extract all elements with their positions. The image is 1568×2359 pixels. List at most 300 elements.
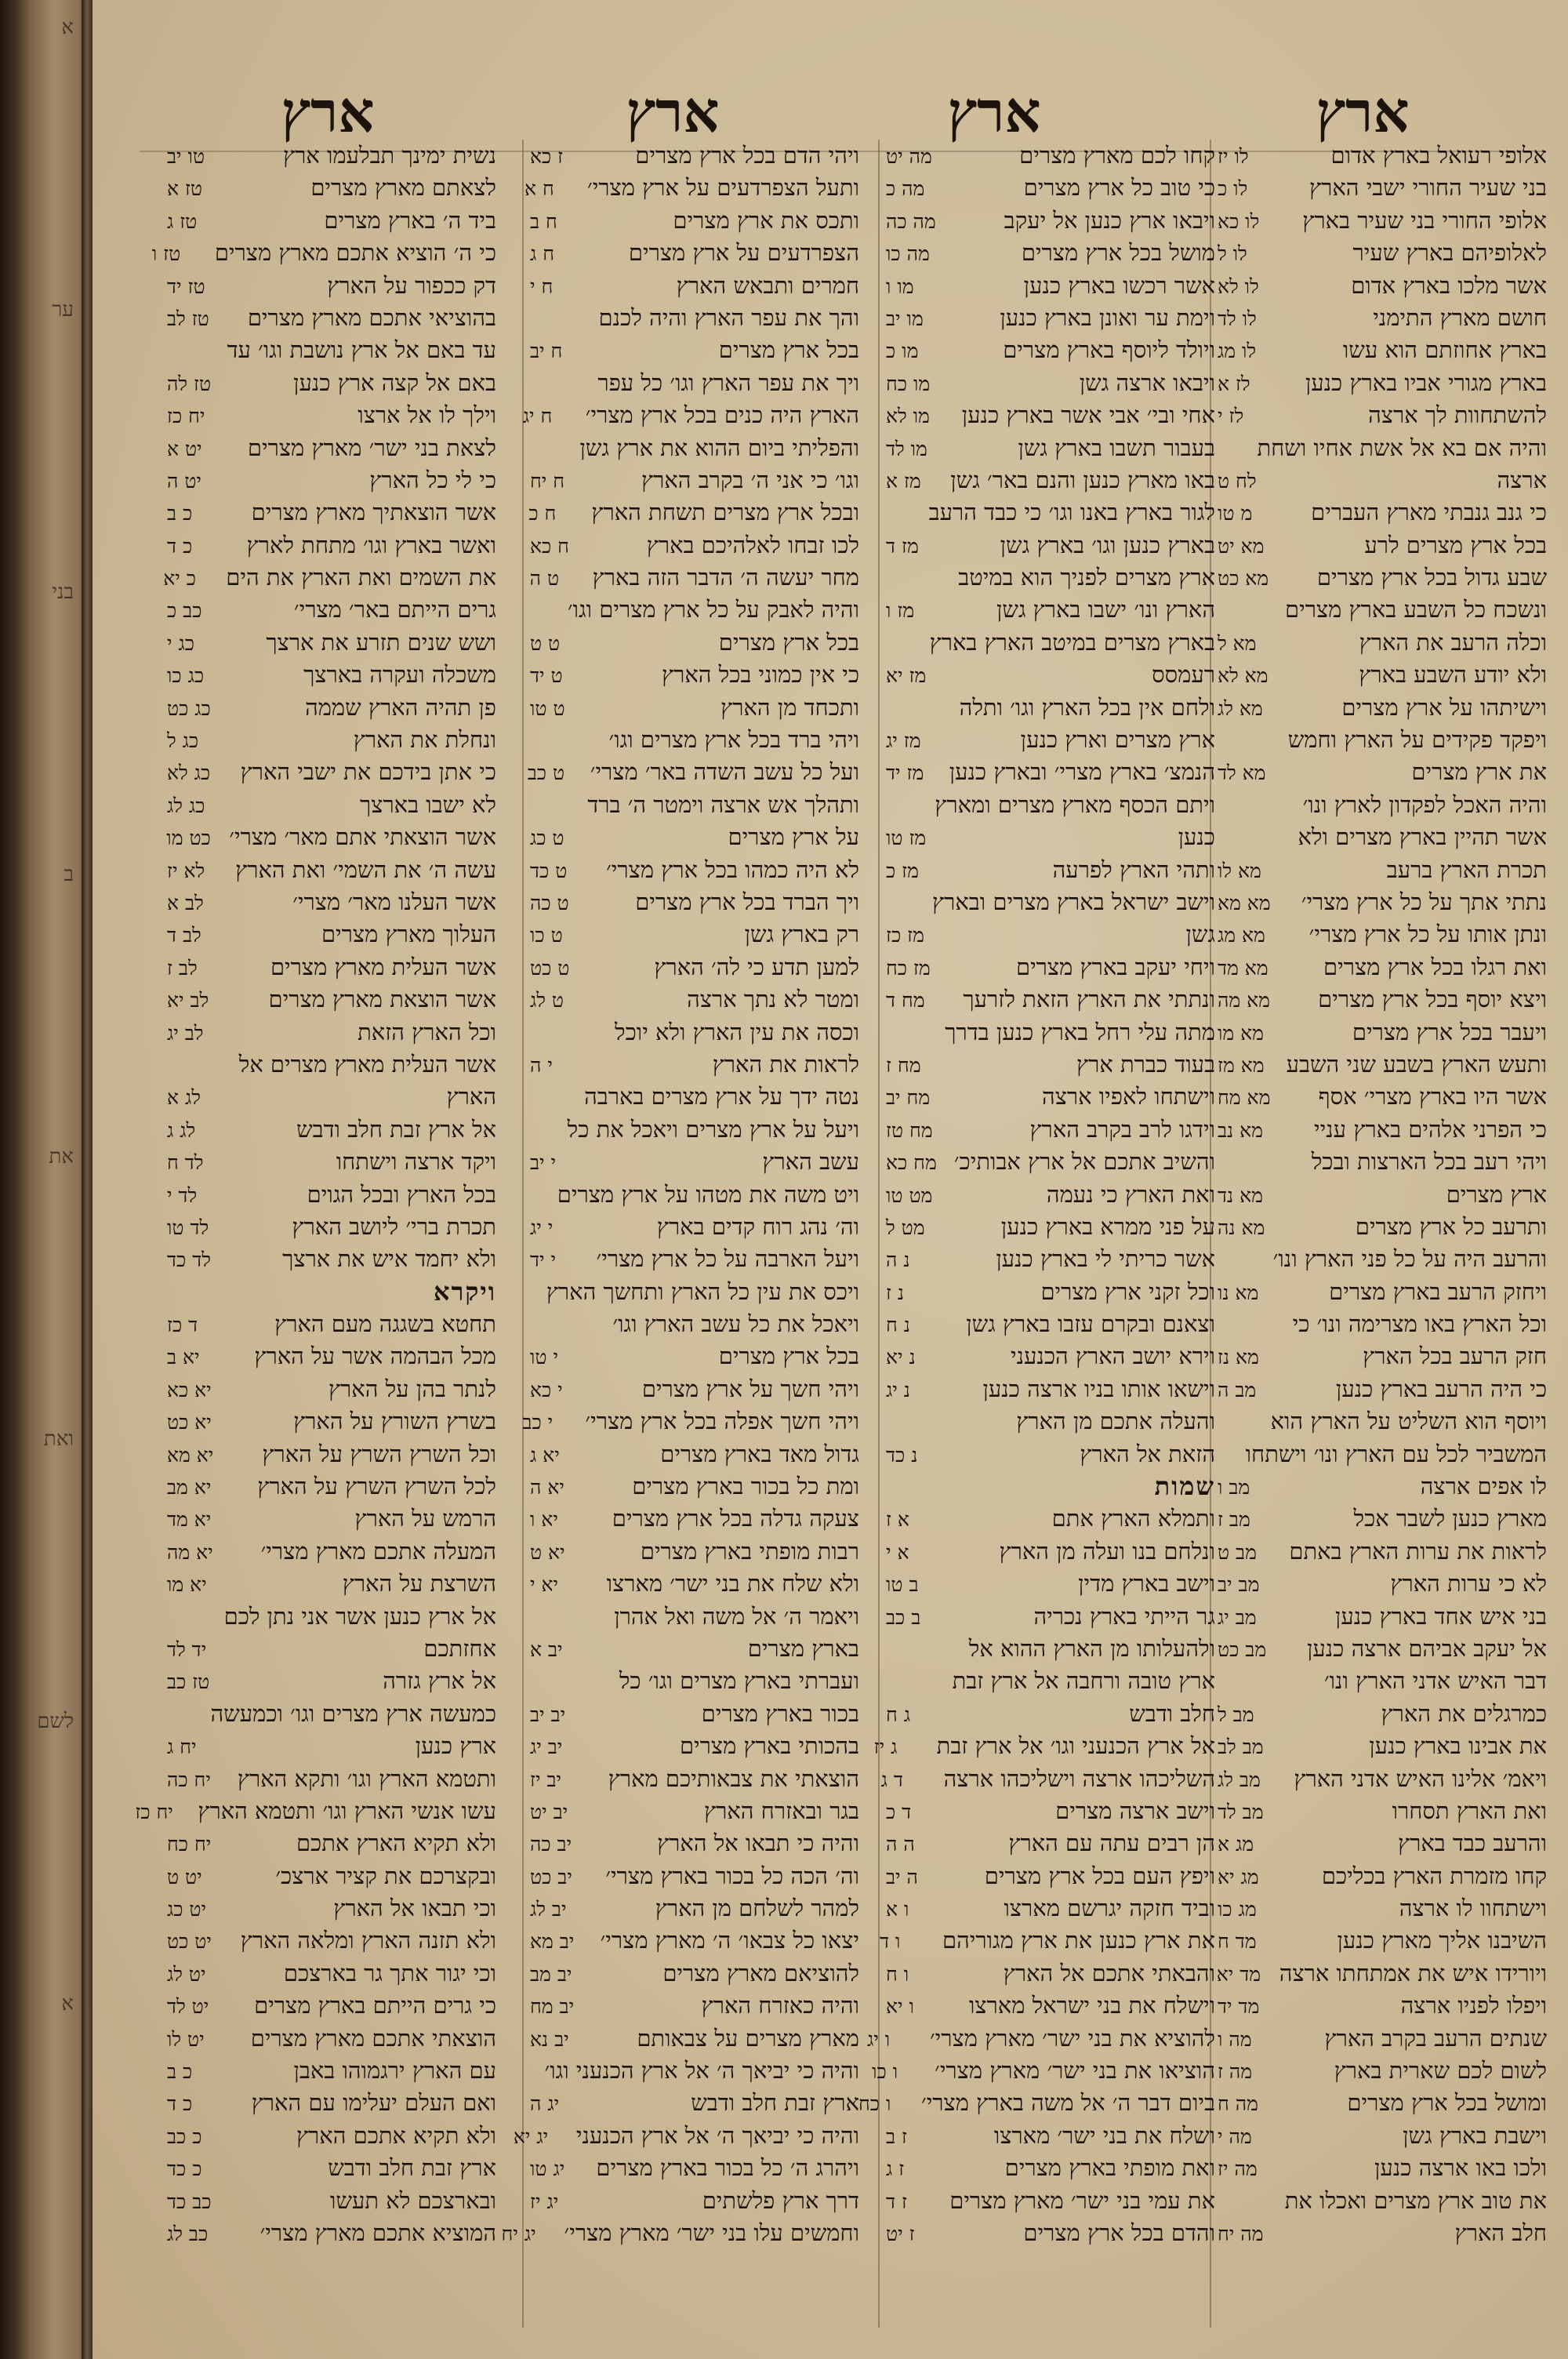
chapter-verse-ref: לג ג [167, 1118, 196, 1142]
entry-text: ולא תקיא אתכם הארץ [296, 2121, 496, 2149]
chapter-verse-ref: ט ט [530, 631, 561, 655]
chapter-verse-ref: מז כז [886, 924, 924, 947]
chapter-verse-ref: מא מו [1218, 1021, 1264, 1045]
concordance-entry [167, 659, 496, 691]
entry-text: ולכו באו ארצה כנען [1374, 2154, 1547, 2182]
chapter-verse-ref: מא נז [1218, 1346, 1259, 1369]
chapter-verse-ref: יט ה [167, 469, 201, 493]
chapter-verse-ref: ח יח [530, 469, 565, 493]
concordance-entry [1218, 562, 1547, 594]
concordance-entry [1218, 1730, 1547, 1762]
chapter-verse-ref: מו לד [886, 437, 927, 460]
chapter-verse-ref: מט טו [886, 1183, 933, 1207]
concordance-entry [530, 789, 859, 821]
concordance-entry [1218, 983, 1547, 1016]
entry-text: ולהעלותו מן הארץ ההוא אל [968, 1634, 1215, 1662]
entry-text: ונתתי את הארץ הזאת לזרעך [963, 986, 1215, 1013]
chapter-verse-ref: יג יא [513, 2125, 549, 2148]
concordance-entry [530, 1698, 859, 1730]
entry-text: וכי יגור אתך גר בארצכם [283, 1959, 496, 1986]
chapter-verse-ref: מב לד [1218, 1800, 1264, 1823]
concordance-entry [886, 237, 1215, 269]
chapter-verse-ref: יט א [167, 437, 202, 460]
concordance-entry [1218, 1892, 1547, 1925]
book-heading [886, 1470, 1215, 1503]
entry-text: המשביר לכל עם הארץ ונו׳ וישתחו [1245, 1440, 1547, 1467]
concordance-entry [167, 1016, 496, 1049]
entry-text: אשר היו בארץ מצרי׳ אסף [1318, 1083, 1547, 1110]
concordance-entry [530, 2152, 859, 2184]
entry-text: להוציאם מארץ מצרים [662, 1959, 859, 1986]
concordance-entry [886, 1827, 1215, 1859]
entry-text: ארץ מצרים וארץ כנען [1020, 726, 1215, 754]
concordance-entry [530, 1892, 859, 1925]
chapter-verse-ref: מא מג [1218, 924, 1265, 947]
entry-text: בהוציאי אתכם מארץ מצרים [247, 304, 496, 331]
concordance-entry [886, 1081, 1215, 1113]
entry-text: נתתי אתך על כל ארץ מצרי׳ [1301, 888, 1547, 915]
entry-text: ויהי רעב בכל הארצות ובכל [1311, 1148, 1547, 1176]
entry-text: בני איש אחד בארץ כנען [1334, 1602, 1547, 1630]
entry-text: והפליתי ביום ההוא את ארץ גשן [579, 434, 859, 461]
chapter-verse-ref: נ כד [886, 1443, 918, 1467]
entry-text: שנתים הרעב בקרב הארץ [1324, 2024, 1547, 2052]
concordance-entry [167, 2185, 496, 2217]
entry-text: גרים הייתם באר׳ מצרי׳ [293, 596, 496, 623]
concordance-entry [1218, 529, 1547, 562]
entry-text: ויכס את עין כל הארץ ותחשך הארץ [546, 1278, 859, 1305]
entry-text: הארץ היה כנים בכל ארץ מצרי׳ [585, 402, 859, 429]
chapter-verse-ref: טז יד [167, 274, 205, 298]
entry-text: עם הארץ ירגמוהו באבן [293, 2057, 496, 2085]
entry-text: המוציא אתכם מארץ מצרי׳ [260, 2219, 496, 2246]
chapter-verse-ref: מו כ [886, 340, 919, 363]
concordance-entry [1218, 789, 1547, 821]
entry-text: גדול מאד בארץ מצרים [660, 1440, 859, 1467]
concordance-entry [167, 594, 496, 626]
previous-page-text-fragment: א [61, 1992, 74, 2016]
entry-text: וידגו לרב בקרב הארץ [1029, 1115, 1215, 1143]
entry-text: וישאו אותו בניו ארצה כנען [982, 1375, 1215, 1402]
entry-text: הארץ [446, 1083, 496, 1110]
concordance-entry [1218, 1146, 1547, 1178]
entry-text: הוציאו את בני ישר׳ מארץ מצרי׳ [935, 2057, 1215, 2085]
entry-text: ותכחד מן הארץ [720, 693, 859, 721]
concordance-entry [1218, 2023, 1547, 2055]
chapter-verse-ref: י יד [530, 1249, 557, 1272]
chapter-verse-ref: לד י [167, 1183, 198, 1207]
concordance-entry [530, 1601, 859, 1633]
chapter-verse-ref: כג לא [167, 761, 211, 785]
entry-text: וה׳ נהג רוח קדים בארץ [656, 1212, 859, 1240]
concordance-entry [1218, 432, 1547, 464]
entry-text: כי לי כל הארץ [369, 466, 496, 493]
chapter-verse-ref: י יב [530, 1151, 557, 1175]
entry-text: בכל ארץ מצרים לרע [1364, 531, 1547, 558]
entry-text: ולא תקיא הארץ אתכם [296, 1830, 496, 1857]
entry-text: והיה כי יביאך ה׳ אל ארץ הכנעני [575, 2121, 859, 2149]
concordance-entry [530, 2023, 859, 2055]
concordance-entry [886, 1146, 1215, 1178]
concordance-entry [527, 756, 859, 788]
chapter-verse-ref: מה ו [1218, 2027, 1252, 2051]
concordance-entry [886, 1340, 1215, 1372]
entry-text: הוצאתי אתכם מארץ מצרים [250, 2024, 496, 2052]
chapter-verse-ref: יב א [530, 1637, 563, 1661]
entry-text: וישתחוו לו ארצה [1399, 1895, 1547, 1922]
concordance-entry [1218, 140, 1547, 172]
chapter-verse-ref: יח כז [135, 1800, 173, 1823]
chapter-verse-ref: יב יט [530, 1800, 568, 1823]
concordance-entry [530, 594, 859, 626]
chapter-verse-ref: כג כו [167, 664, 205, 688]
entry-text: ויהרג ה׳ כל בכור בארץ מצרים [596, 2154, 859, 2182]
concordance-entry [530, 140, 859, 172]
concordance-entry [1218, 627, 1547, 659]
concordance-entry [886, 399, 1215, 431]
entry-text: להוציא את בני ישר׳ מארץ מצרי׳ [929, 2024, 1215, 2052]
chapter-verse-ref: לג א [167, 1086, 201, 1110]
entry-text: ויולד ליוסף בארץ מצרים [1003, 336, 1215, 364]
chapter-verse-ref: מא מד [1218, 956, 1269, 980]
entry-text: והיה כי תבאו אל הארץ [657, 1830, 859, 1857]
concordance-entry [886, 1568, 1215, 1600]
concordance-entry [167, 854, 496, 886]
chapter-verse-ref: יא מו [167, 1573, 207, 1597]
concordance-entry [886, 659, 1215, 691]
concordance-entry [167, 432, 496, 464]
chapter-verse-ref: יט לג [167, 1962, 206, 1986]
entry-text: כי ה׳ הוציא אתכם מארץ מצרים [214, 239, 496, 267]
entry-text: וכל הארץ הזאת [358, 1018, 496, 1045]
entry-text: בכל ארץ מצרים [718, 336, 859, 364]
concordance-entry [167, 2055, 496, 2087]
chapter-verse-ref: ו יא [886, 1995, 914, 2019]
concordance-entry [167, 1698, 496, 1730]
concordance-entry [530, 854, 859, 886]
entry-text: ויורידו איש את אמתחתו ארצה [1279, 1959, 1547, 1986]
entry-text: קחו לכם מארץ מצרים [1019, 142, 1215, 169]
concordance-entry [880, 1763, 1215, 1795]
entry-text: חושם מארץ התימני [1373, 304, 1547, 331]
concordance-entry [530, 529, 859, 562]
entry-text: ויפלו לפניו ארצה [1400, 1992, 1547, 2019]
concordance-entry [522, 399, 859, 431]
entry-text: מחר יעשה ה׳ הדבר הזה בארץ [592, 564, 859, 591]
entry-text: וישבת בארץ גשן [1403, 2121, 1547, 2149]
entry-text: ויקרא [434, 1276, 496, 1307]
chapter-verse-ref: טז ג [167, 209, 198, 233]
chapter-verse-ref: מב ה [1218, 1378, 1257, 1401]
concordance-entry [886, 983, 1215, 1016]
chapter-verse-ref: כב לג [167, 2223, 209, 2245]
entry-text: כי גרים הייתם בארץ מצרים [254, 1992, 496, 2019]
chapter-verse-ref: יג טו [530, 2157, 565, 2181]
chapter-verse-ref: י ה [530, 1053, 553, 1077]
concordance-entry [1218, 692, 1547, 724]
entry-text: ותעל הצפרדעים על ארץ מצרי׳ [587, 174, 859, 202]
concordance-entry [167, 1730, 496, 1762]
entry-text: להשתחוות לך ארצה [1368, 402, 1547, 429]
entry-text: מתה עלי רחל בארץ כנען בדרך [945, 1018, 1215, 1045]
chapter-verse-ref: לב יא [167, 989, 209, 1012]
concordance-entry [886, 886, 1215, 918]
entry-text: פן תהיה הארץ שממה [305, 693, 496, 721]
chapter-verse-ref: נ ז [886, 1281, 905, 1304]
entry-text: וה׳ הכה כל בכור בארץ מצרי׳ [605, 1862, 859, 1889]
entry-text: וכל הארץ באו מצרימה ונו׳ כי [1292, 1310, 1547, 1338]
concordance-entry [167, 821, 496, 853]
concordance-entry [530, 562, 859, 594]
entry-text: כי אין כמוני בכל הארץ [661, 661, 859, 689]
concordance-entry [530, 1373, 859, 1405]
concordance-entry [1218, 1860, 1547, 1892]
concordance-entry [167, 399, 496, 431]
concordance-entry [530, 1536, 859, 1568]
chapter-verse-ref: ד כז [167, 1314, 198, 1337]
entry-text: ארץ זבת חלב ודבש [691, 2089, 859, 2117]
chapter-verse-ref: ו יג [866, 2027, 891, 2051]
concordance-entry [1218, 1438, 1547, 1470]
entry-text: והך את עפר הארץ והיה לכנם [598, 304, 859, 331]
concordance-entry [1218, 1340, 1547, 1372]
entry-text: בכור בארץ מצרים [701, 1699, 859, 1727]
concordance-entry [886, 1243, 1215, 1275]
concordance-entry [167, 1373, 496, 1405]
concordance-entry [524, 172, 859, 204]
chapter-verse-ref: מה יט [886, 145, 932, 168]
chapter-verse-ref: טז ו [151, 242, 181, 266]
entry-text: והיה לאבק על כל ארץ מצרים וגו׳ [567, 596, 859, 623]
concordance-entry [167, 464, 496, 496]
entry-text: עשו אנשי הארץ וגו׳ ותטמא הארץ [198, 1797, 496, 1824]
entry-text: וישתחו לאפיו ארצה [1042, 1083, 1215, 1110]
chapter-verse-ref: לו לא [1218, 274, 1259, 298]
concordance-entry [530, 1763, 859, 1795]
entry-text: לא היה כמהו בכל ארץ מצרי׳ [606, 856, 859, 883]
concordance-entry [886, 1665, 1215, 1697]
concordance-entry [530, 918, 859, 951]
chapter-verse-ref: מה ז [1218, 2060, 1253, 2084]
chapter-verse-ref: יב כה [530, 1833, 572, 1856]
concordance-entry [530, 1308, 859, 1340]
entry-text: ותהלך אש ארצה וימטר ה׳ ברד [587, 791, 859, 818]
entry-text: השיבנו אליך מארץ כנען [1337, 1927, 1547, 1954]
chapter-verse-ref: נ ח [886, 1314, 910, 1337]
concordance-entry [886, 1503, 1215, 1535]
entry-text: אל ארץ גזרה [383, 1667, 496, 1695]
concordance-entry [1218, 2055, 1547, 2087]
entry-text: ונתן אותו על כל ארץ מצרי׳ [1308, 921, 1547, 948]
chapter-verse-ref: כג כט [167, 696, 211, 720]
chapter-verse-ref: מו לא [886, 405, 930, 428]
concordance-entry [1218, 1601, 1547, 1633]
concordance-entry [151, 237, 496, 269]
concordance-entry [886, 854, 1215, 886]
chapter-verse-ref: ה יב [886, 1865, 918, 1888]
concordance-entry [1218, 270, 1547, 302]
concordance-column-2 [858, 140, 1215, 2335]
entry-text: ביד ה׳ בארץ מצרים [324, 206, 496, 234]
concordance-entry [167, 1827, 496, 1859]
entry-text: ולא יודע השבע בארץ [1359, 661, 1547, 689]
entry-text: ומושל בכל ארץ מצרים [1347, 2089, 1547, 2117]
chapter-verse-ref: ו ח [886, 1962, 909, 1986]
concordance-entry [886, 562, 1215, 594]
entry-text: קחו מזמרת הארץ בכליכם [1321, 1862, 1547, 1889]
concordance-entry [530, 1860, 859, 1892]
entry-text: ויעל על ארץ מצרים ויאכל את כל [567, 1115, 859, 1143]
entry-text: אשר הוצאתיך מארץ מצרים [251, 499, 496, 526]
concordance-entry [530, 1016, 859, 1049]
entry-text: וכל זקני ארץ מצרים [1040, 1278, 1215, 1305]
concordance-entry [167, 1568, 496, 1600]
chapter-verse-ref: מז יא [886, 664, 927, 688]
concordance-entry [530, 1211, 859, 1243]
concordance-entry [167, 1243, 496, 1275]
entry-text: אשר הוצאתי אתם מאר׳ מצרי׳ [229, 823, 496, 851]
entry-text: ואת מופתי בארץ מצרים [1004, 2154, 1215, 2182]
chapter-verse-ref: מב יג [1218, 1605, 1257, 1629]
concordance-entry [886, 1179, 1215, 1211]
column-header: ארץ [626, 78, 720, 145]
concordance-page [93, 0, 1568, 2359]
entry-text: ומת כל בכור בארץ מצרים [632, 1473, 859, 1500]
concordance-entry [1218, 1211, 1547, 1243]
chapter-verse-ref: טז א [167, 177, 203, 201]
chapter-verse-ref: יט כג [167, 1898, 207, 1921]
concordance-entry [886, 1795, 1215, 1827]
concordance-entry [1218, 854, 1547, 886]
entry-text: ושש שנים תזרע את ארצך [266, 628, 496, 656]
concordance-entry [167, 1340, 496, 1372]
entry-text: ולא תזנה הארץ ומלאה הארץ [240, 1927, 496, 1954]
entry-text: וישב ארצה מצרים [1055, 1797, 1215, 1824]
concordance-entry [1218, 724, 1547, 756]
entry-text: ויפקד פקידים על הארץ וחמש [1287, 726, 1547, 754]
column-divider [522, 140, 524, 2328]
concordance-entry [1218, 756, 1547, 788]
entry-text: וכלה הרעב את הארץ [1359, 628, 1547, 656]
entry-text: כי טוב כל ארץ מצרים [1023, 174, 1215, 202]
concordance-entry [886, 1860, 1215, 1892]
chapter-verse-ref: מז כח [886, 956, 931, 980]
chapter-verse-ref: יג ה [530, 2092, 560, 2116]
concordance-entry [167, 1308, 496, 1340]
concordance-entry [1218, 659, 1547, 691]
concordance-entry [886, 594, 1215, 626]
chapter-verse-ref: מח יב [886, 1086, 931, 1110]
entry-text: הן רבים עתה עם הארץ [1008, 1830, 1215, 1857]
chapter-verse-ref: ט לג [530, 989, 564, 1012]
chapter-verse-ref: כ כד [167, 2157, 202, 2181]
chapter-verse-ref: ח ב [530, 209, 557, 233]
entry-text: והרעב כבד בארץ [1397, 1830, 1547, 1857]
chapter-verse-ref: מח טז [886, 1118, 933, 1142]
entry-text: בגר ובאזרח הארץ [704, 1797, 859, 1824]
entry-text: הארץ ונו׳ ישבו בארץ גשן [996, 596, 1215, 623]
entry-text: על ארץ מצרים [728, 823, 859, 851]
chapter-verse-ref: יא מד [167, 1508, 212, 1532]
concordance-entry [167, 756, 496, 788]
concordance-entry [886, 1049, 1215, 1081]
chapter-verse-ref: יח כז [167, 405, 205, 428]
entry-text: ויך הברד בכל ארץ מצרים [635, 888, 859, 915]
entry-text: רק בארץ גשן [744, 921, 859, 948]
concordance-entry [167, 1470, 496, 1503]
chapter-verse-ref: ט כד [530, 859, 568, 882]
chapter-verse-ref: כב כ [167, 599, 202, 623]
concordance-entry [886, 1990, 1215, 2022]
column-divider [878, 140, 880, 2328]
concordance-entry [1218, 172, 1547, 204]
chapter-verse-ref: י טו [530, 1346, 558, 1369]
concordance-entry [1218, 1405, 1547, 1438]
entry-text: ולא יחמד איש את ארצך [282, 1245, 496, 1273]
concordance-entry [530, 1146, 859, 1178]
entry-text: לגור בארץ באנו וגו׳ כי כבד הרעב [928, 499, 1215, 526]
chapter-verse-ref: כ ב [167, 502, 193, 525]
entry-text: ותטמא הארץ וגו׳ ותקא הארץ [237, 1765, 496, 1792]
entry-text: אל ארץ זבת חלב ודבש [296, 1115, 496, 1143]
chapter-verse-ref: ט יד [530, 664, 563, 688]
concordance-entry [1218, 2087, 1547, 2119]
concordance-entry [167, 172, 496, 204]
chapter-verse-ref: מד יא [1216, 1962, 1261, 1986]
entry-text: והיה כאזרח הארץ [701, 1992, 859, 2019]
entry-text: וישלח את בני ישראל מארצו [968, 1992, 1215, 2019]
chapter-verse-ref: מו יב [886, 307, 924, 330]
concordance-entry [167, 1892, 496, 1925]
chapter-verse-ref: י כא [530, 1378, 563, 1401]
entry-text: ויפץ העם בכל ארץ מצרים [984, 1862, 1215, 1889]
concordance-entry [530, 724, 859, 756]
concordance-entry [530, 1665, 859, 1697]
entry-text: הזאת אל הארץ [1080, 1440, 1215, 1467]
chapter-verse-ref: ט כב [527, 761, 565, 785]
concordance-entry [530, 1957, 859, 1990]
chapter-verse-ref: מב ז [1218, 1508, 1250, 1532]
chapter-verse-ref: ו א [886, 1898, 909, 1921]
concordance-entry [167, 1211, 496, 1243]
concordance-entry [167, 1405, 496, 1438]
entry-text: למהר לשלחם מן הארץ [655, 1895, 859, 1922]
entry-text: עד באם אל ארץ נושבת וגו׳ עד [227, 336, 496, 364]
concordance-column-4 [135, 140, 496, 2335]
concordance-entry [886, 1373, 1215, 1405]
chapter-verse-ref: ט כט [530, 956, 570, 980]
chapter-verse-ref: לב ז [167, 956, 198, 980]
chapter-verse-ref: מו ו [886, 274, 914, 298]
concordance-entry [530, 692, 859, 724]
chapter-verse-ref: יב נא [530, 2027, 569, 2051]
column-header: ארץ [947, 78, 1041, 145]
concordance-entry [167, 1049, 496, 1081]
entry-text: ויעל הארבה על כל ארץ מצרי׳ [596, 1245, 859, 1273]
chapter-verse-ref: מה כ [886, 177, 925, 201]
chapter-verse-ref: ט ה [529, 567, 560, 591]
chapter-verse-ref: כג ל [167, 729, 199, 753]
chapter-verse-ref: ז יט [886, 2223, 915, 2245]
chapter-verse-ref: מז כ [886, 859, 919, 882]
concordance-entry [530, 983, 859, 1016]
chapter-verse-ref: נ יא [886, 1346, 916, 1369]
chapter-verse-ref: מג כו [1218, 1898, 1257, 1921]
chapter-verse-ref: כ ד [167, 2092, 193, 2116]
chapter-verse-ref: מב לג [1218, 1768, 1261, 1791]
concordance-entry [1218, 1990, 1547, 2022]
chapter-verse-ref: ט כה [530, 891, 569, 914]
